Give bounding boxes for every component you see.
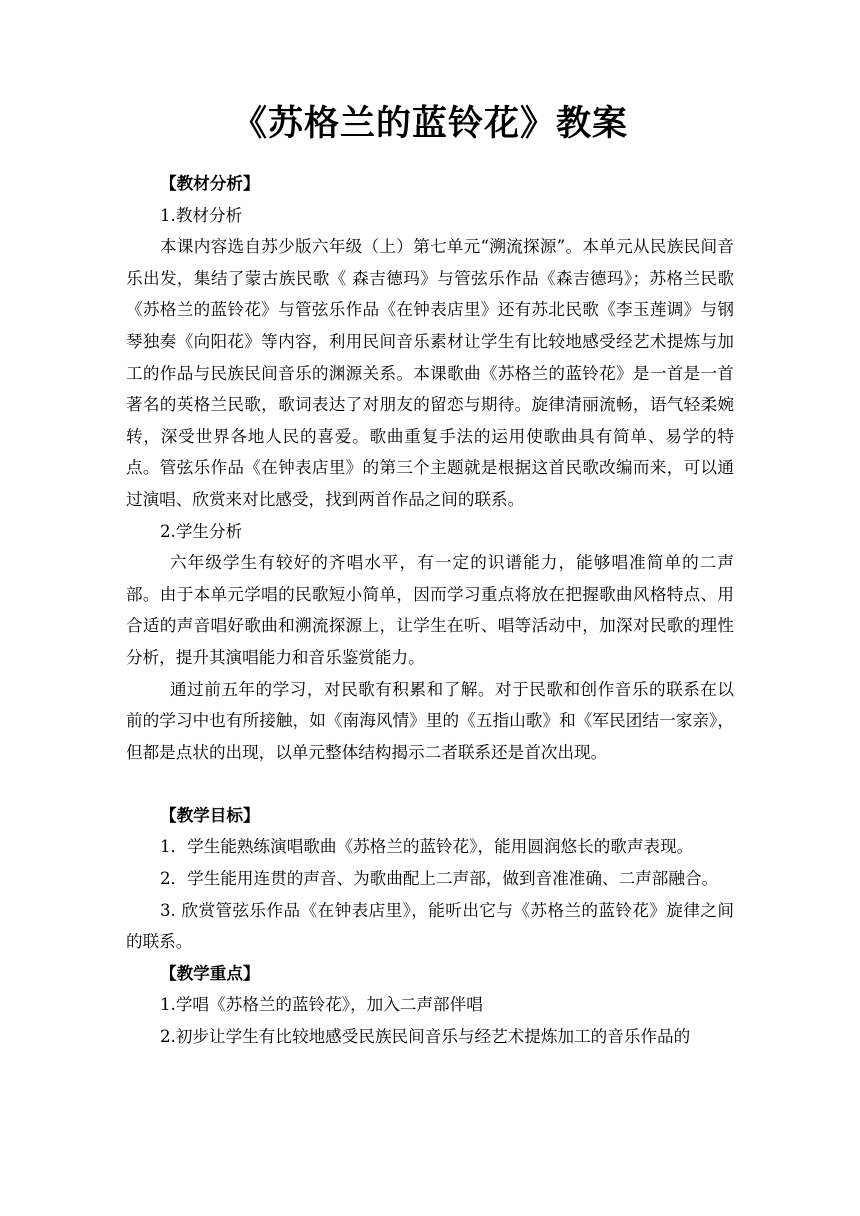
key-point-item-2: 2.初步让学生有比较地感受民族民间音乐与经艺术提炼加工的音乐作品的 [160, 1027, 691, 1047]
goal-item-2: 2．学生能用连贯的声音、为歌曲配上二声部，做到音准准确、二声部融合。 [160, 869, 719, 889]
subheading-material-analysis: 1.教材分析 [160, 205, 243, 225]
section-spacer [126, 768, 734, 800]
document-title: 《苏格兰的蓝铃花》教案 [231, 103, 628, 144]
document-body [126, 168, 734, 1053]
section-heading-analysis: 【教材分析】 [160, 173, 260, 193]
subheading-student-analysis: 2.学生分析 [160, 521, 243, 541]
section-heading-goals: 【教学目标】 [160, 804, 260, 825]
goal-item-3: 3. 欣赏管弦乐作品《在钟表店里》，能听出它与《苏格兰的蓝铃花》旋律之间的联系。 [126, 900, 734, 952]
paragraph-material-analysis: 本课内容选自苏少版六年级（上）第七单元“溯流探源”。本单元从民族民间音乐出发，集结了蒙古族民歌《 森吉德玛》与管弦乐作品《森吉德玛》；苏格兰民歌《苏格兰的蓝铃花》与管弦乐作品《在钟表店里》还有苏北民歌《李玉莲调》与钢琴独奏《向阳花》等内容，利用民间音乐素材让学生有比较地感受经艺术提炼与加工的作品与民族民间音乐的渊源关系。本课歌曲《苏格兰的蓝铃花》是一首是一首著名的英格兰民歌，歌词表达了对朋友的留恋与期待。旋律清丽流畅，语气轻柔婉转，深受世界各地人民的喜爱。歌曲重复手法的运用使歌曲具有简单、易学的特点。管弦乐作品《在钟表店里》的第三个主题就是根据这首民歌改编而来，可以通过演唱、欣赏来对比感受，找到两首作品之间的联系。 [126, 237, 734, 509]
paragraph-student-analysis: 六年级学生有较好的齐唱水平，有一定的识谱能力，能够唱准简单的二声部。由于本单元学唱的民歌短小简单，因而学习重点将放在把握歌曲风格特点、用合适的声音唱好歌曲和溯流探源上，让学生在听、唱等活动中，加深对民歌的理性分析，提升其演唱能力和音乐鉴赏能力。 [126, 553, 734, 667]
key-point-item-1: 1.学唱《苏格兰的蓝铃花》，加入二声部伴唱 [160, 995, 483, 1015]
goal-item-1: 1．学生能熟练演唱歌曲《苏格兰的蓝铃花》，能用圆润悠长的歌声表现。 [160, 837, 694, 857]
section-heading-key-points: 【教学重点】 [160, 962, 260, 983]
paragraph-prior-learning: 通过前五年的学习，对民歌有积累和了解。对于民歌和创作音乐的联系在以前的学习中也有所接触，如《南海风情》里的《五指山歌》和《军民团结一家亲》，但都是点状的出现，以单元整体结构揭示二者联系还是首次出现。 [126, 679, 734, 762]
